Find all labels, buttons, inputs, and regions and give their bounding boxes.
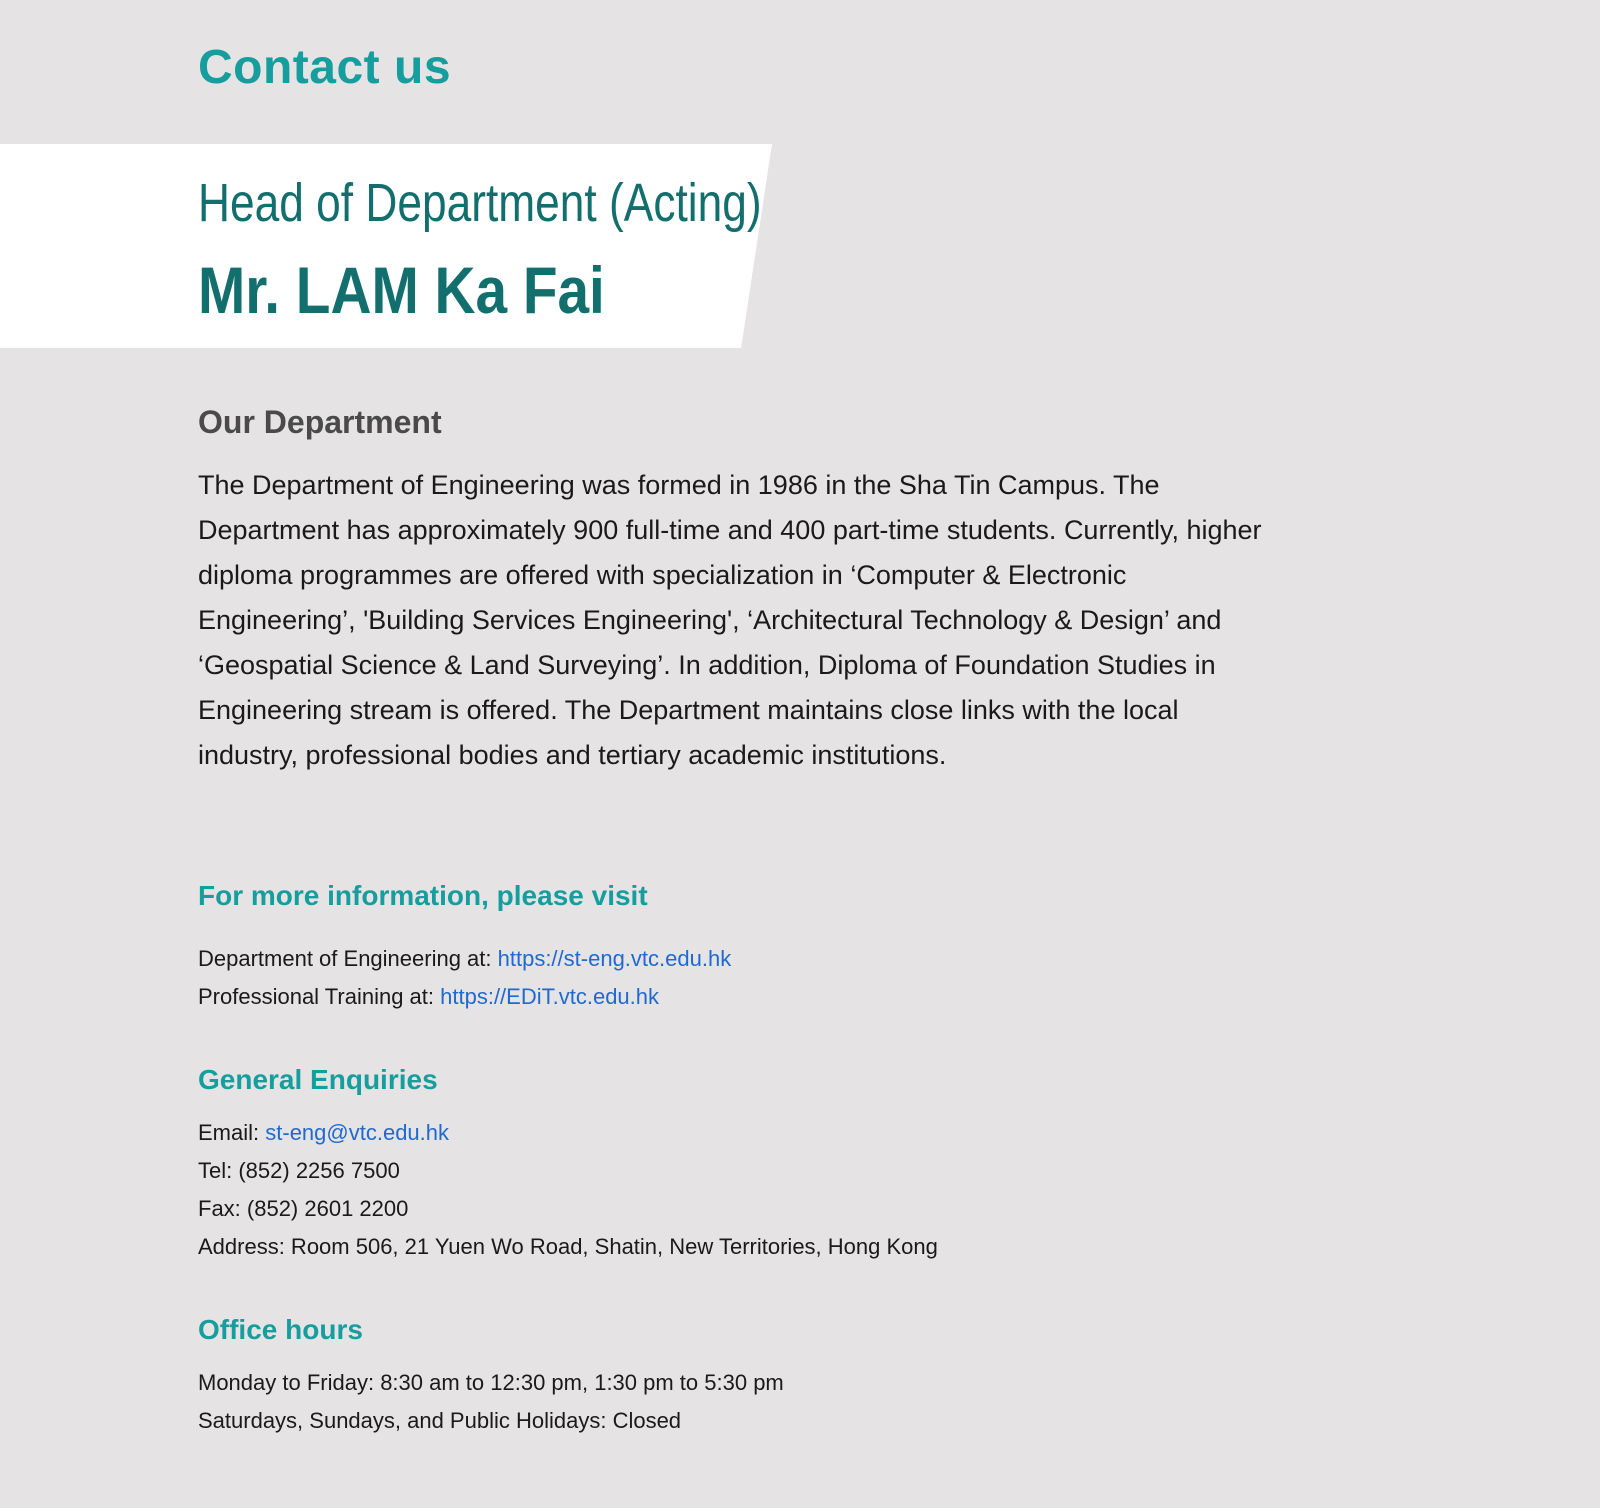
head-role-title: Head of Department (Acting) <box>198 173 762 233</box>
email-link[interactable]: st-eng@vtc.edu.hk <box>265 1120 450 1145</box>
office-hours-details <box>198 1364 784 1440</box>
more-info-links <box>198 940 731 1016</box>
weekend-hours: Saturdays, Sundays, and Public Holidays: Closed <box>198 1408 682 1433</box>
our-department-heading: Our Department <box>198 404 442 440</box>
general-enquiries-heading: General Enquiries <box>198 1064 438 1095</box>
dept-link-line <box>198 940 731 978</box>
fax-line: Fax: (852) 2601 2200 <box>198 1196 409 1221</box>
address-line: Address: Room 506, 21 Yuen Wo Road, Shatin, New Territories, Hong Kong <box>198 1234 938 1259</box>
tel-line: Tel: (852) 2256 7500 <box>198 1158 400 1183</box>
office-hours-heading: Office hours <box>198 1314 363 1345</box>
training-website-link[interactable]: https://EDiT.vtc.edu.hk <box>440 984 660 1009</box>
enquiries-details <box>198 1114 938 1266</box>
training-link-line <box>198 978 731 1016</box>
email-line <box>198 1114 938 1152</box>
dept-link-label: Department of Engineering at: <box>198 946 498 971</box>
weekday-hours: Monday to Friday: 8:30 am to 12:30 pm, 1:30 pm to 5:30 pm <box>198 1370 784 1395</box>
email-label: Email: <box>198 1120 266 1145</box>
page-title: Contact us <box>198 41 452 94</box>
more-info-heading: For more information, please visit <box>198 880 648 911</box>
training-link-label: Professional Training at: <box>198 984 441 1009</box>
head-name: Mr. LAM Ka Fai <box>198 253 605 327</box>
dept-website-link[interactable]: https://st-eng.vtc.edu.hk <box>497 946 732 971</box>
department-description: The Department of Engineering was formed in 1986 in the Sha Tin Campus. The Department has approximately 900 full-time and 400 part-time students. Currently, higher diploma programmes are offered with specialization in ‘Computer & Electronic Engineering’, 'Building Services Engineering', ‘Architectural Technology & Design’ and ‘Geospatial Science & Land Surveying’. In addition, Diploma of Foundation Studies in Engineering stream is offered. The Department maintains close links with the local industry, professional bodies and tertiary academic institutions. <box>198 470 1262 770</box>
